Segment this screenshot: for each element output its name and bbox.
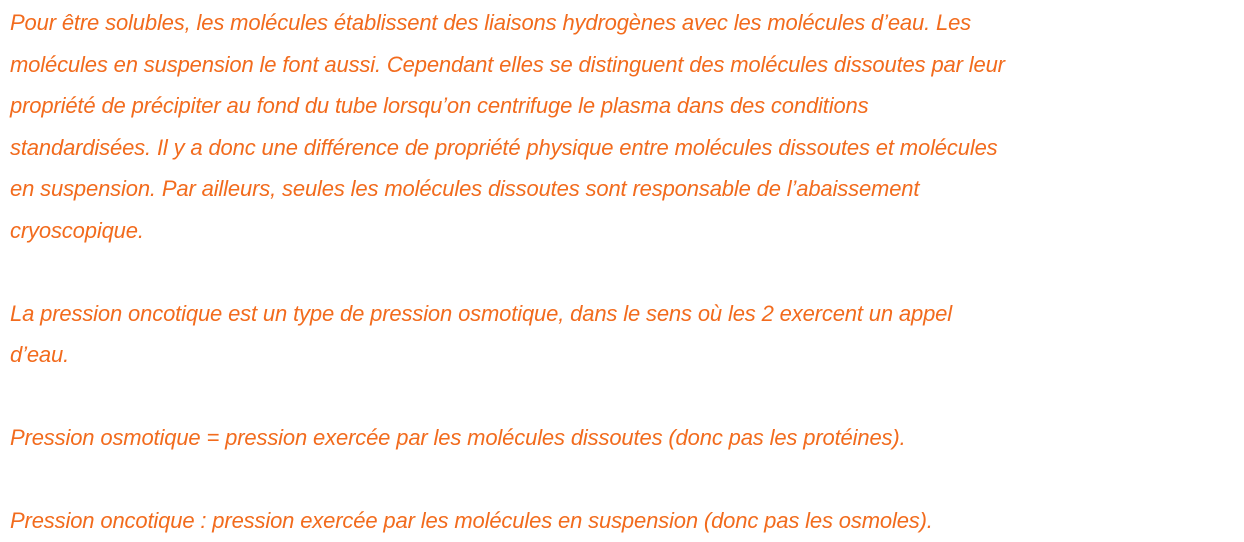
text-line: Pression oncotique : pression exercée par les molécules en suspension (donc pas les osmoles). <box>10 508 933 533</box>
text-line: Pour être solubles, les molécules établissent des liaisons hydrogènes avec les molécules d’eau. Les <box>10 10 972 35</box>
text-line: propriété de précipiter au fond du tube lorsqu’on centrifuge le plasma dans des conditions <box>10 93 869 118</box>
paragraph-oncotic-pressure <box>10 293 1238 376</box>
document-body <box>10 0 1238 542</box>
definition-oncotic-pressure <box>10 500 1238 542</box>
text-line: Pression osmotique = pression exercée par les molécules dissoutes (donc pas les protéines). <box>10 425 906 450</box>
text-line: molécules en suspension le font aussi. Cependant elles se distinguent des molécules dissoutes par leur <box>10 51 1005 77</box>
text-line: en suspension. Par ailleurs, seules les molécules dissoutes sont responsable de l’abaissement <box>10 176 920 201</box>
text-line: cryoscopique. <box>10 217 144 243</box>
text-line: standardisées. Il y a donc une différence de propriété physique entre molécules dissoutes et molécules <box>10 134 998 160</box>
text-line: d’eau. <box>10 342 70 367</box>
text-line: La pression oncotique est un type de pression osmotique, dans le sens où les 2 exercent un appel <box>10 300 952 326</box>
paragraph-solubility <box>10 0 1238 251</box>
definition-osmotic-pressure <box>10 417 1238 459</box>
